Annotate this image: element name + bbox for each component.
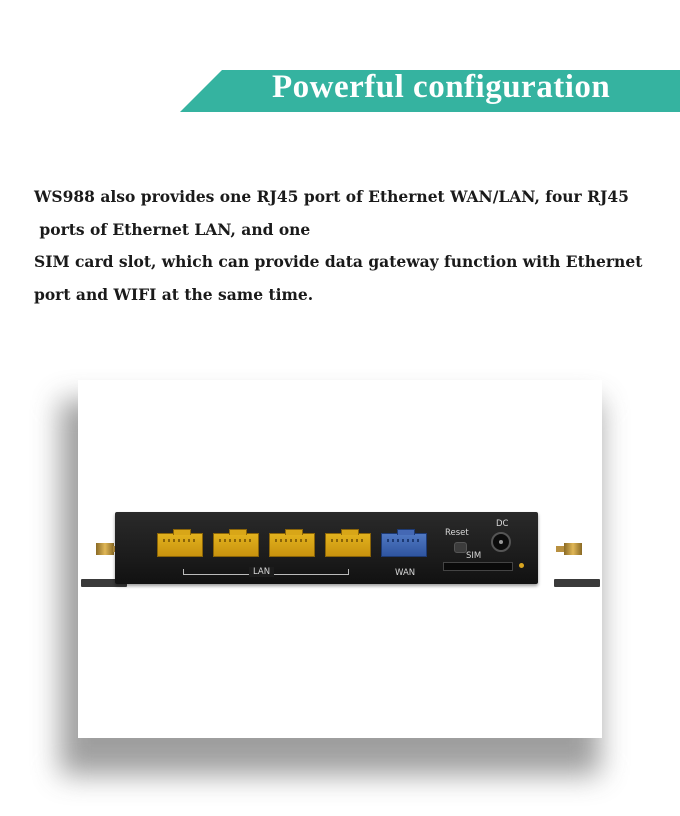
description-line: ports of Ethernet LAN, and one	[34, 219, 311, 239]
status-led-icon	[519, 563, 524, 568]
mounting-bracket-right	[554, 579, 600, 587]
wan-label: WAN	[395, 568, 416, 578]
antenna-connector-left-icon	[96, 538, 114, 560]
description-line: SIM card slot, which can provide data gateway function with Ethernet	[34, 252, 643, 271]
product-photo	[78, 380, 602, 738]
description-line: WS988 also provides one RJ45 port of Ethernet WAN/LAN, four RJ45	[34, 187, 629, 206]
lan-label: LAN	[249, 567, 274, 577]
wan-port	[381, 533, 427, 557]
router-front-panel	[115, 512, 538, 584]
sim-label: SIM	[466, 551, 482, 561]
sim-card-slot	[443, 562, 513, 571]
antenna-connector-right-icon	[564, 538, 582, 560]
lan-port-2	[213, 533, 259, 557]
dc-power-jack-icon	[491, 532, 511, 552]
description-line: port and WIFI at the same time.	[34, 284, 314, 304]
lan-port-3	[269, 533, 315, 557]
lan-port-1	[157, 533, 203, 557]
description	[34, 181, 664, 311]
reset-label: Reset	[445, 528, 469, 538]
page-title: Powerful configuration	[272, 69, 611, 105]
lan-port-4	[325, 533, 371, 557]
dc-label: DC	[496, 519, 509, 529]
